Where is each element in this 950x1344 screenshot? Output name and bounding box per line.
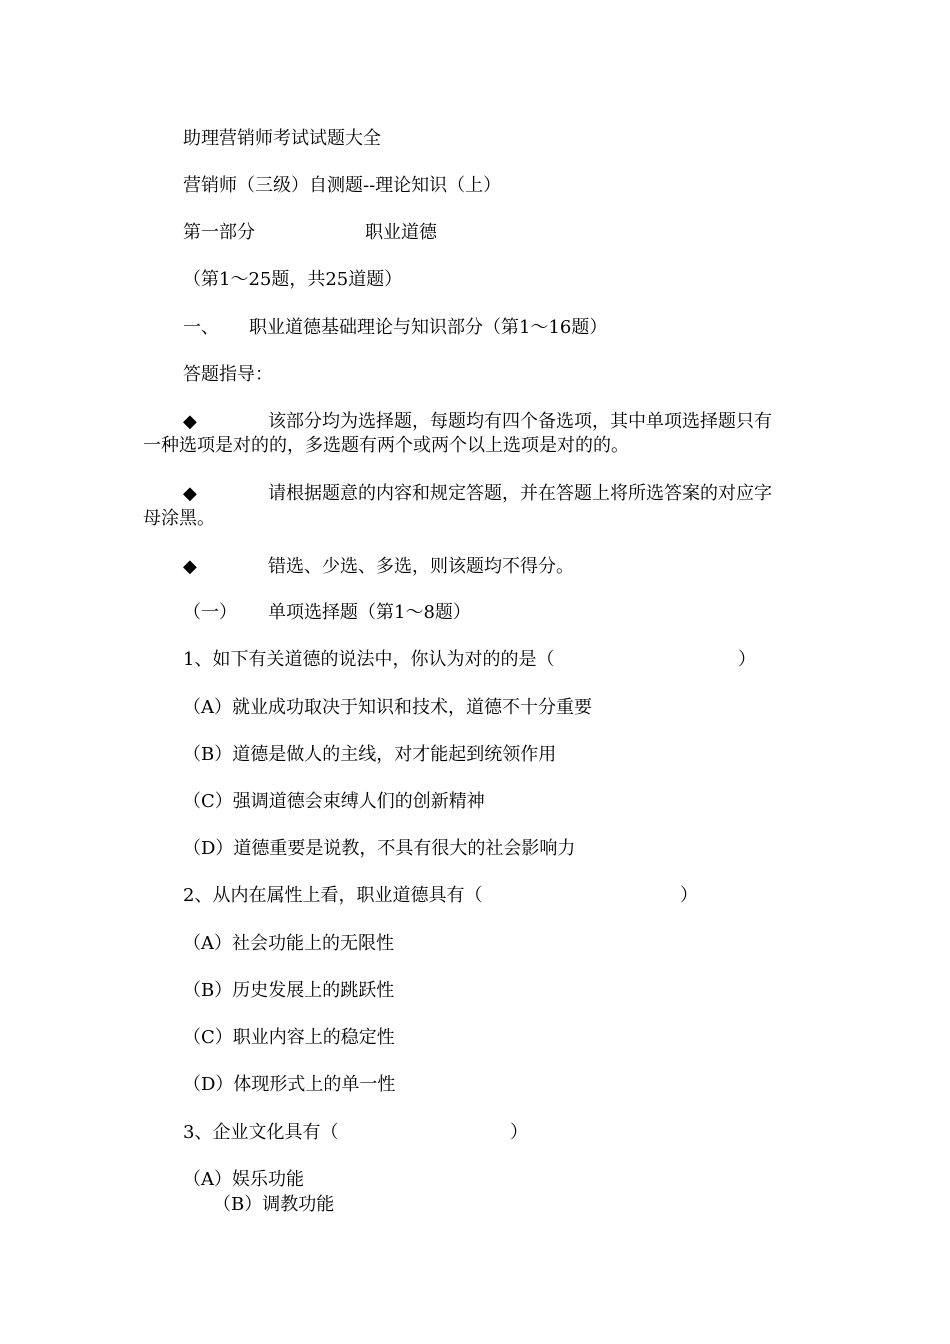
question-1-option-d: （D）道德重要是说教，不具有很大的社会影响力 bbox=[183, 838, 576, 859]
guide-heading: 答题指导： bbox=[183, 364, 273, 385]
bullet-icon: ◆ bbox=[183, 556, 197, 577]
bullet-icon: ◆ bbox=[183, 411, 197, 432]
question-3-option-b: （B）调教功能 bbox=[213, 1194, 335, 1215]
question-1-stem: 1、如下有关道德的说法中，你认为对的的是（ bbox=[183, 649, 555, 670]
guide-item-1-line-2: 一种选项是对的的，多选题有两个或两个以上选项是对的的。 bbox=[143, 435, 629, 456]
question-2-stem: 2、从内在属性上看，职业道德具有（ bbox=[183, 885, 483, 906]
question-2-option-b: （B）历史发展上的跳跃性 bbox=[183, 980, 395, 1001]
document-subtitle: 营销师（三级）自测题--理论知识（上） bbox=[183, 175, 502, 196]
question-1-option-c: （C）强调道德会束缚人们的创新精神 bbox=[183, 791, 485, 812]
section-title: 职业道德基础理论与知识部分（第1～16题） bbox=[249, 317, 608, 338]
question-2-close: ） bbox=[680, 885, 698, 906]
subsection-title: 单项选择题（第1～8题） bbox=[268, 602, 471, 623]
question-1-option-a: （A）就业成功取决于知识和技术，道德不十分重要 bbox=[183, 697, 592, 718]
part-name: 职业道德 bbox=[365, 222, 437, 243]
part-range: （第1～25题，共25道题） bbox=[183, 269, 403, 290]
guide-item-2-line-2: 母涂黑。 bbox=[143, 508, 215, 529]
question-1-close: ） bbox=[738, 649, 756, 670]
guide-item-3: 错选、少选、多选，则该题均不得分。 bbox=[268, 556, 574, 577]
question-2-option-a: （A）社会功能上的无限性 bbox=[183, 933, 394, 954]
bullet-icon: ◆ bbox=[183, 483, 197, 504]
subsection-number: （一） bbox=[183, 602, 237, 623]
question-2-option-c: （C）职业内容上的稳定性 bbox=[183, 1027, 395, 1048]
question-2-option-d: （D）体现形式上的单一性 bbox=[183, 1074, 396, 1095]
section-number: 一、 bbox=[183, 317, 219, 338]
question-1-option-b: （B）道德是做人的主线，对才能起到统领作用 bbox=[183, 744, 557, 765]
document-title: 助理营销师考试试题大全 bbox=[183, 128, 381, 149]
guide-item-2-line-1: 请根据题意的内容和规定答题，并在答题上将所选答案的对应字 bbox=[268, 483, 772, 504]
question-3-option-a: （A）娱乐功能 bbox=[183, 1169, 304, 1190]
question-3-stem: 3、企业文化具有（ bbox=[183, 1122, 339, 1143]
guide-item-1-line-1: 该部分均为选择题，每题均有四个备选项，其中单项选择题只有 bbox=[268, 411, 772, 432]
question-3-close: ） bbox=[510, 1122, 528, 1143]
part-label: 第一部分 bbox=[183, 222, 255, 243]
